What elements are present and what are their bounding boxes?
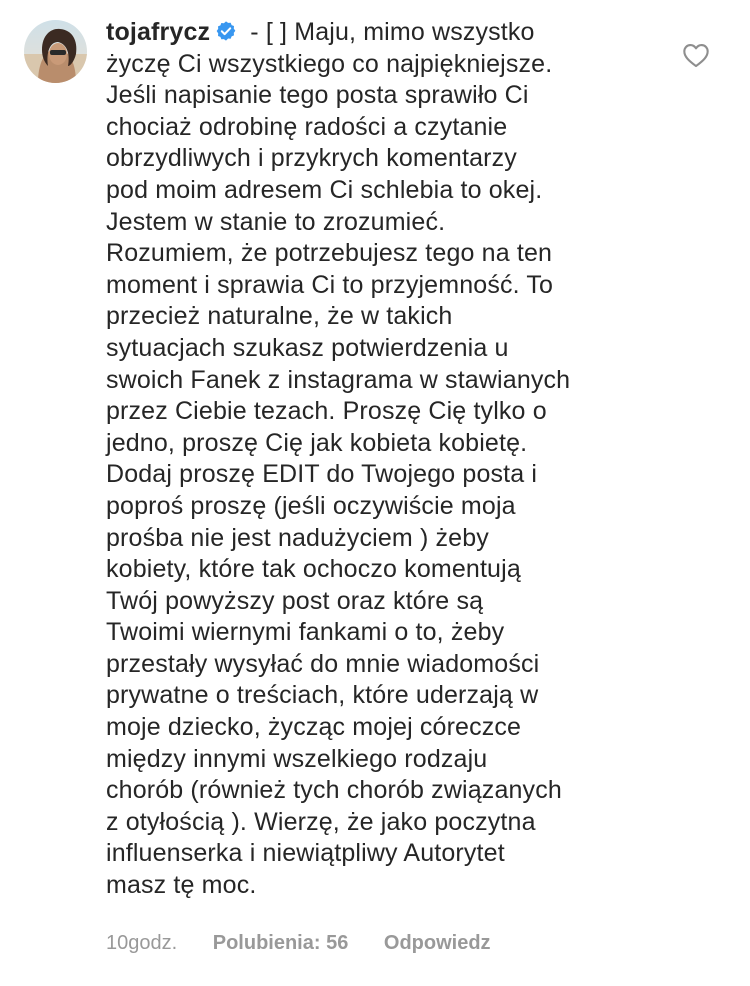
comment-line: między innymi wszelkiego rodzaju: [106, 744, 488, 773]
likes-count-link[interactable]: Polubienia: 56: [212, 932, 349, 954]
comment-line: z otyłością ). Wierzę, że jako poczytna: [106, 807, 536, 836]
comment-line: Twój powyższy post oraz które są: [106, 586, 484, 615]
like-heart-icon[interactable]: [682, 42, 710, 68]
comment-line: - [ ] Maju, mimo wszystko: [243, 18, 535, 46]
verified-badge-icon: [215, 20, 237, 42]
comment-line: przez Ciebie tezach. Proszę Cię tylko o: [106, 397, 547, 426]
comment-line: influenserka i niewiątpliwy Autorytet: [106, 839, 505, 868]
comment-line: poproś proszę (jeśli oczywiście moja: [106, 491, 516, 520]
username-link[interactable]: tojafrycz: [106, 18, 211, 46]
comment-line: Dodaj proszę EDIT do Twojego posta i: [106, 460, 538, 489]
comment-body: [106, 17, 666, 902]
comment-line: przestały wysyłać do mnie wiadomości: [106, 649, 540, 678]
comment-text: [106, 17, 666, 902]
comment-line: chociaż odrobinę radości a czytanie: [106, 112, 508, 141]
comment-line: Rozumiem, że potrzebujesz tego na ten: [106, 239, 553, 268]
comment-line: sytuacjach szukasz potwierdzenia u: [106, 333, 509, 362]
avatar[interactable]: [24, 20, 87, 83]
comment-first-line: [106, 17, 666, 49]
comment-line: masz tę moc.: [106, 871, 257, 900]
comment-line: jedno, proszę Cię jak kobieta kobietę.: [106, 428, 528, 457]
comment-line: Twoimi wiernymi fankami o to, żeby: [106, 618, 505, 647]
comment-line: moje dziecko, życząc mojej córeczce: [106, 713, 522, 742]
comment-line: pod moim adresem Ci schlebia to okej.: [106, 175, 543, 204]
comment-line: kobiety, które tak ochoczo komentują: [106, 555, 521, 584]
comment-line: przecież naturalne, że w takich: [106, 302, 453, 331]
comment-line: prośba nie jest nadużyciem ) żeby: [106, 523, 489, 552]
comment-line: prywatne o treściach, które uderzają w: [106, 681, 539, 710]
comment-line: obrzydliwych i przykrych komentarzy: [106, 144, 517, 173]
comment-line: swoich Fanek z instagrama w stawianych: [106, 365, 571, 394]
comment-line: życzę Ci wszystkiego co najpiękniejsze.: [106, 49, 553, 78]
comment-line: Jestem w stanie to zrozumieć.: [106, 207, 446, 236]
reply-button[interactable]: Odpowiedz: [383, 932, 491, 954]
comment-line: moment i sprawia Ci to przyjemność. To: [106, 270, 554, 299]
comment-meta: [106, 932, 491, 955]
avatar-image: [24, 20, 87, 83]
comment-timestamp: 10godz.: [106, 932, 178, 954]
comment-line: chorób (również tych chorób związanych: [106, 776, 562, 805]
comment-line: Jeśli napisanie tego posta sprawiło Ci: [106, 81, 529, 110]
